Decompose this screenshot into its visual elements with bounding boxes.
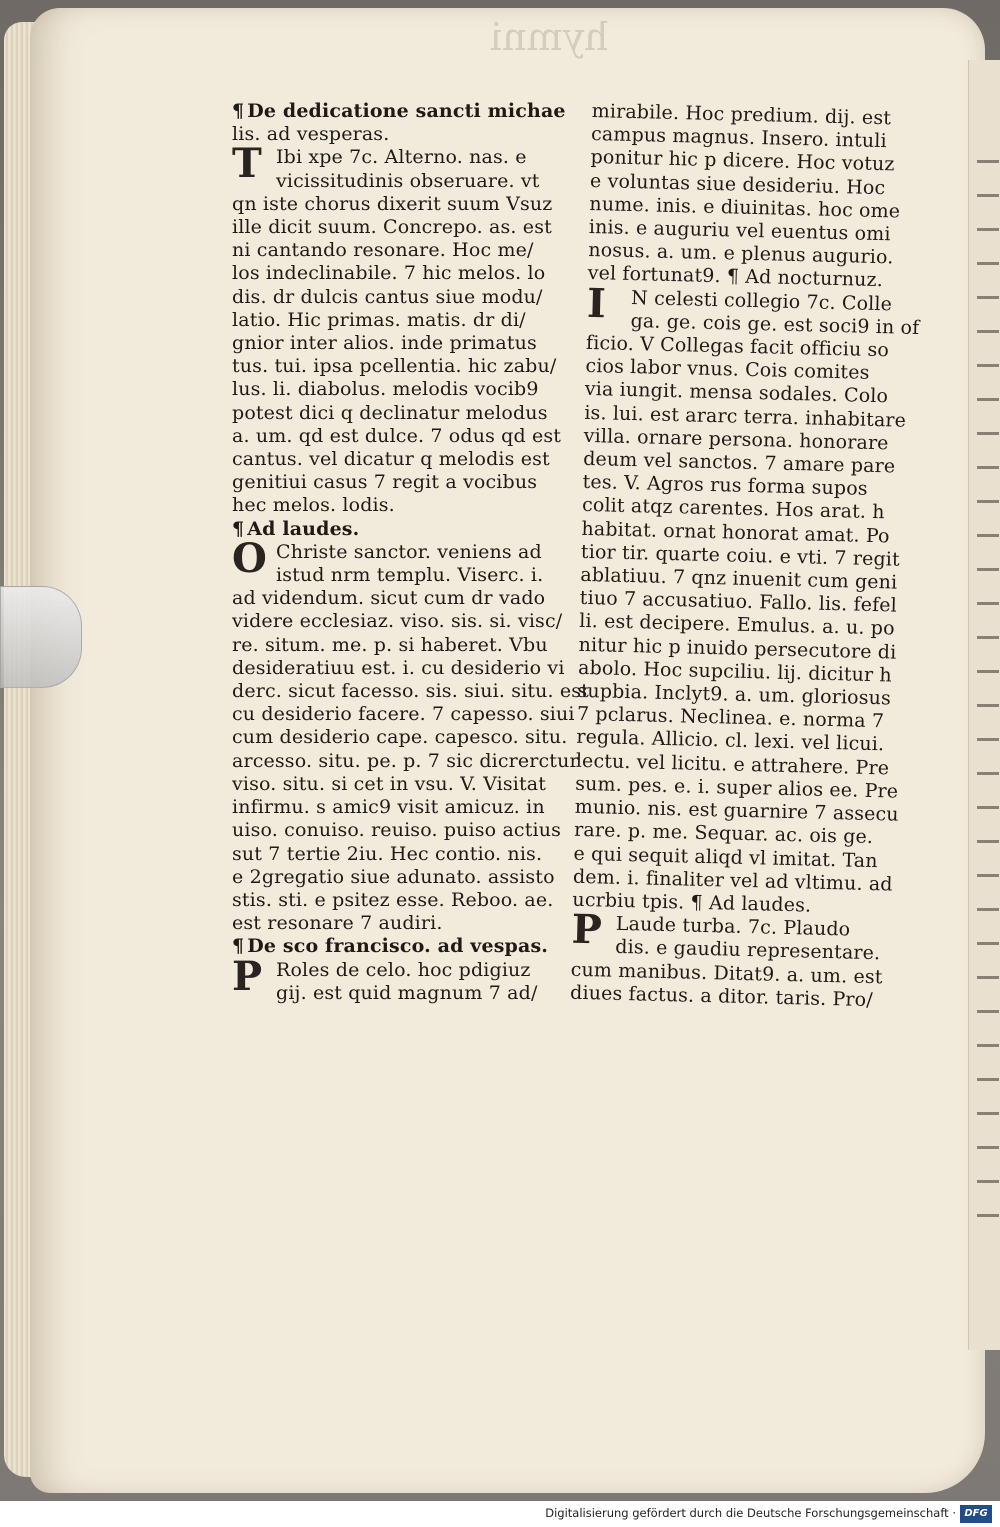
line-text: stis. sti. e psitez esse. Reboo. ae. <box>232 888 554 911</box>
initial-letter: T <box>232 140 262 188</box>
text-line <box>232 773 577 796</box>
line-text: nosus. a. um. e plenus augurio. <box>588 239 894 269</box>
line-text: qn iste chorus dixerit suum Vsuz <box>232 192 553 215</box>
text-line <box>232 123 577 146</box>
line-text: habitat. ornat honorat amat. Po <box>581 517 890 548</box>
line-text: gnior inter alios. inde primatus <box>232 332 537 355</box>
line-text: regula. Allicio. cl. lexi. vel licui. <box>576 726 885 756</box>
text-line <box>232 170 577 193</box>
text-line <box>232 286 577 309</box>
section-heading <box>232 518 577 541</box>
line-text: via iungit. mensa sodales. Colo <box>584 378 889 408</box>
initial-letter: I <box>586 279 607 328</box>
line-text: Roles de celo. hoc pdigiuz <box>276 958 531 981</box>
text-line <box>232 680 589 703</box>
line-text: infirmu. s amic9 visit amicuz. in <box>232 796 545 819</box>
digitization-footer <box>0 1501 1000 1527</box>
line-text: dem. i. finaliter vel ad vltimu. ad <box>572 865 893 896</box>
text-line <box>232 657 577 680</box>
line-text: cios labor vnus. Cois comites <box>585 355 870 385</box>
text-line <box>232 448 577 471</box>
text-line <box>232 912 577 935</box>
facing-page-text <box>977 140 999 1240</box>
text-line <box>232 866 577 889</box>
dfg-logo: DFG <box>960 1505 992 1523</box>
text-line <box>232 239 577 262</box>
line-text: videre ecclesiaz. viso. sis. si. visc/ <box>232 610 563 633</box>
initial-letter: P <box>571 905 603 954</box>
line-text: ablatiuu. 7 qnz inuenit cum geni <box>580 563 898 594</box>
line-text: a. um. qd est dulce. 7 odus qd est <box>232 424 562 447</box>
line-text: campus magnus. Insero. intuli <box>590 123 888 153</box>
right-text-column <box>570 100 932 1013</box>
line-text: ni cantando resonare. Hoc me/ <box>232 239 534 262</box>
line-text: viso. situ. si cet in vsu. V. Visitat <box>232 772 547 795</box>
line-text: ga. ge. cois ge. est soci9 in of <box>630 309 920 339</box>
text-line <box>232 262 577 285</box>
line-text: deum vel sanctos. 7 amare pare <box>582 447 896 478</box>
line-text: ficio. V Collegas facit officiu so <box>585 331 890 362</box>
line-text: arcesso. situ. pe. p. 7 sic dicrerctur <box>232 749 579 772</box>
line-text: potest dici q declinatur melodus <box>232 401 548 424</box>
line-text: cu desiderio facere. 7 capesso. siui <box>232 703 575 726</box>
line-text: ucrbiu tpis. ¶ Ad laudes. <box>572 888 812 917</box>
text-line <box>232 587 577 610</box>
line-text: Laude turba. 7c. Plaudo <box>615 912 851 941</box>
line-text: lis. ad vesperas. <box>232 123 390 146</box>
line-text: dis. dr dulcis cantus siue modu/ <box>232 285 543 308</box>
line-text: nume. inis. e diuinitas. hoc ome <box>589 192 901 223</box>
line-text: inis. e auguriu vel euentus omi <box>588 215 891 246</box>
line-text: is. lui. est ararc terra. inhabitare <box>584 401 907 432</box>
line-text: vicissitudinis obseruare. vt <box>276 169 540 192</box>
line-text: vel fortunat9. ¶ Ad nocturnuz. <box>587 262 884 292</box>
text-line <box>232 610 577 633</box>
line-text: est resonare 7 audiri. <box>232 912 443 935</box>
line-text: e 2gregatio siue adunato. assisto <box>232 865 555 888</box>
line-text: hec melos. lodis. <box>232 494 395 517</box>
text-line <box>232 889 577 912</box>
left-text-column <box>232 100 589 1005</box>
line-text: munio. nis. est guarnire 7 assecu <box>574 795 899 826</box>
line-text: sut 7 tertie 2iu. Hec contio. nis. <box>232 842 543 865</box>
text-line <box>232 703 577 726</box>
page-clip <box>0 586 82 688</box>
line-text: cum desiderio cape. capesco. situ. <box>232 726 568 749</box>
line-text: Ad laudes. <box>247 517 360 540</box>
text-line <box>232 216 577 239</box>
line-text: lectu. vel licitu. e attrahere. Pre <box>575 749 890 780</box>
line-text: colit atqz carentes. Hos arat. h <box>581 494 885 524</box>
line-text: N celesti collegio 7c. Colle <box>630 286 893 316</box>
line-text: li. est decipere. Emulus. a. u. po <box>578 610 895 641</box>
text-line <box>232 425 577 448</box>
line-text: gij. est quid magnum 7 ad/ <box>276 981 538 1004</box>
line-text: dis. e gaudiu representare. <box>615 936 881 965</box>
line-text: 7 pclarus. Neclinea. e. norma 7 <box>576 703 885 733</box>
line-text: sum. pes. e. i. super alios ee. Pre <box>575 772 899 803</box>
line-text: Christe sanctor. veniens ad <box>276 540 542 563</box>
text-line <box>232 332 577 355</box>
text-line <box>232 494 577 517</box>
line-text: villa. ornare persona. honorare <box>583 424 889 455</box>
line-text: lus. li. diabolus. melodis vocib9 <box>232 378 539 401</box>
line-text: supbia. Inclyt9. a. um. gloriosus <box>577 679 892 710</box>
line-text: diues factus. a ditor. taris. Pro/ <box>569 981 874 1011</box>
line-text: De dedicatione sancti michae <box>247 100 566 122</box>
line-text: tior tir. quarte coiu. e vti. 7 regit <box>580 540 901 571</box>
facing-page-edge <box>968 60 1000 1350</box>
initial-letter: O <box>232 534 267 582</box>
line-text: tus. tui. ipsa pcellentia. hic zabu/ <box>232 355 557 378</box>
line-text: abolo. Hoc supciliu. lij. dicitur h <box>577 656 893 687</box>
line-text: rare. p. me. Sequar. ac. ois ge. <box>573 819 874 849</box>
line-text: latio. Hic primas. matis. dr di/ <box>232 308 526 331</box>
header-bleed-through: hymni <box>490 15 609 59</box>
line-text: De sco francisco. ad vespas. <box>247 935 549 958</box>
initial-letter: P <box>232 952 263 1000</box>
line-text: cantus. vel dicatur q melodis est <box>232 448 550 471</box>
pilcrow-mark: ¶ <box>232 100 245 122</box>
section-heading <box>232 935 577 958</box>
text-line <box>232 634 577 657</box>
line-text: tes. V. Agros rus forma supos <box>582 471 868 501</box>
line-text: desideratiuu est. i. cu desiderio vi <box>232 656 565 679</box>
funding-credit: Digitalisierung gefördert durch die Deutsche Forschungsgemeinschaft · <box>545 1506 956 1520</box>
text-line <box>232 471 577 494</box>
line-text: derc. sicut facesso. sis. siui. situ. est <box>232 680 589 703</box>
line-text: uiso. conuiso. reuiso. puiso actius <box>232 819 562 842</box>
line-text: ille dicit suum. Concrepo. as. est <box>232 216 552 239</box>
text-line <box>232 309 577 332</box>
pilcrow-mark: ¶ <box>232 517 245 540</box>
text-line <box>232 355 577 378</box>
line-text: e qui sequit aliqd vl imitat. Tan <box>573 842 878 872</box>
line-text: nitur hic p inuido persecutore di <box>578 633 897 664</box>
text-line <box>232 750 577 773</box>
section-heading <box>232 100 577 123</box>
line-text: genitiui casus 7 regit a vocibus <box>232 471 538 494</box>
line-text: cum manibus. Ditat9. a. um. est <box>570 958 883 988</box>
line-text: re. situm. me. p. si haberet. Vbu <box>232 633 548 656</box>
text-line <box>232 843 577 866</box>
text-line <box>232 193 577 216</box>
line-text: tiuo 7 accusatiuo. Fallo. lis. fefel <box>579 587 898 617</box>
line-text: los indeclinabile. 7 hic melos. lo <box>232 262 546 285</box>
line-text: ad videndum. sicut cum dr vado <box>232 587 546 610</box>
line-text: Ibi xpe 7c. Alterno. nas. e <box>276 146 527 169</box>
text-line <box>232 796 577 819</box>
line-text: e voluntas siue desideriu. Hoc <box>589 169 886 199</box>
line-text: istud nrm templu. Viserc. i. <box>276 564 544 587</box>
text-line <box>232 564 577 587</box>
text-line <box>232 402 577 425</box>
pilcrow-mark: ¶ <box>232 935 245 958</box>
line-text: mirabile. Hoc predium. dij. est <box>591 100 892 130</box>
text-line <box>232 726 577 749</box>
text-line <box>232 378 577 401</box>
text-line <box>232 819 577 842</box>
text-line <box>232 982 577 1005</box>
line-text: ponitur hic p dicere. Hoc votuz <box>590 146 895 176</box>
